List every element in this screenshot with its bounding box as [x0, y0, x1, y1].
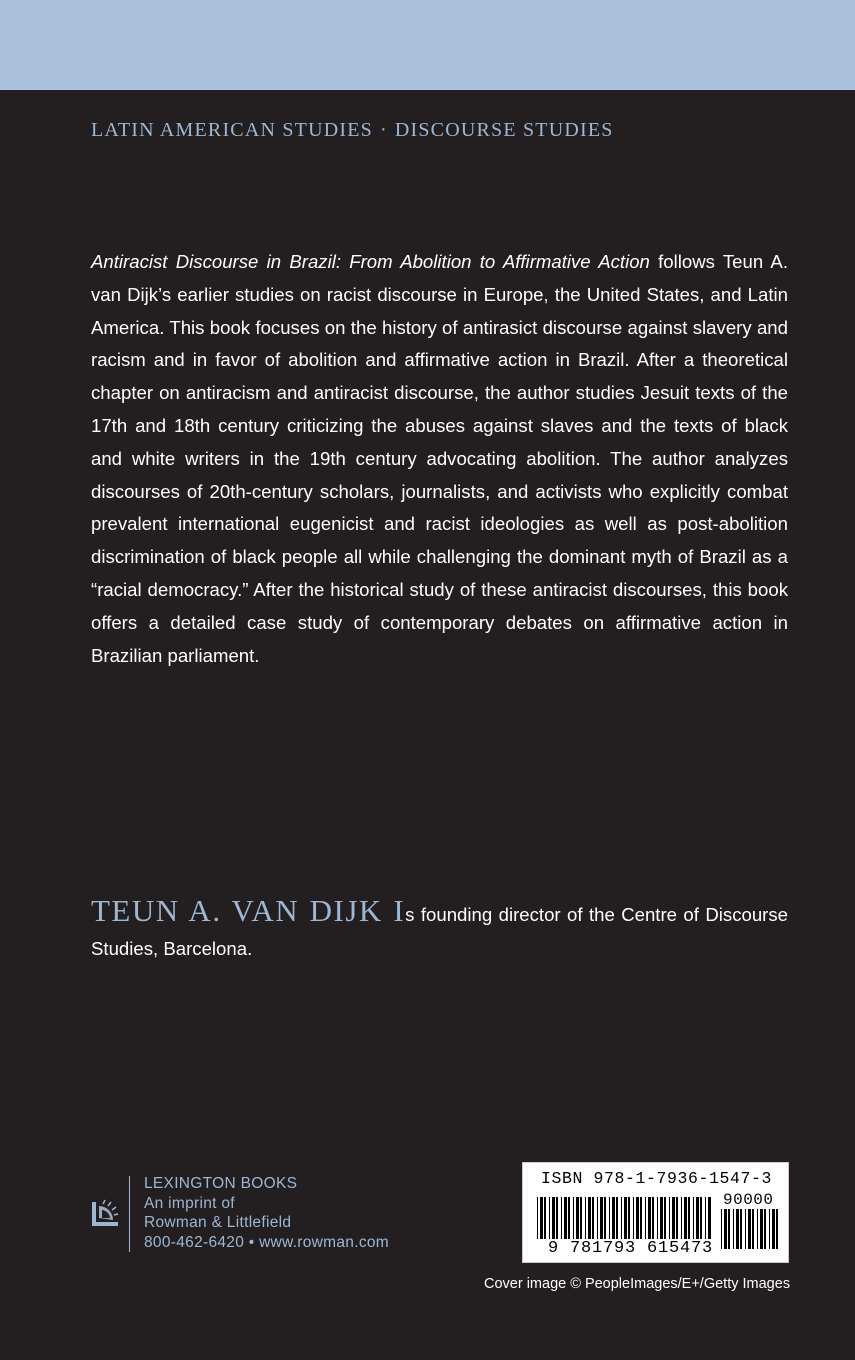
barcode-bar	[764, 1209, 766, 1249]
book-title: Antiracist Discourse in Brazil: From Abolition to Affirmative Action	[91, 251, 650, 272]
author-name: TEUN A. VAN DIJK I	[91, 893, 406, 928]
barcode-bar	[724, 1209, 727, 1249]
barcode-bar	[745, 1209, 746, 1249]
cover-image-credit: Cover image © PeopleImages/E+/Getty Images	[484, 1276, 791, 1292]
top-color-band	[0, 0, 855, 90]
publisher-text	[144, 1174, 389, 1252]
parent-publisher: Rowman & Littlefield	[144, 1214, 292, 1231]
barcode-addon-bars	[721, 1209, 781, 1249]
publisher-divider	[129, 1176, 130, 1252]
book-description	[91, 246, 788, 672]
barcode-bar	[760, 1209, 763, 1249]
series-separator: ·	[379, 119, 388, 141]
barcode-bar	[740, 1209, 742, 1249]
barcode-bar	[748, 1209, 751, 1249]
lexington-logo-icon	[90, 1198, 120, 1232]
isbn-barcode	[522, 1162, 789, 1263]
ean-digits: 9 781793 615473	[529, 1239, 713, 1258]
barcode-bar	[769, 1209, 770, 1249]
publisher-name: LEXINGTON BOOKS	[144, 1175, 298, 1192]
barcode-bar	[721, 1209, 722, 1249]
barcode-bar	[752, 1209, 754, 1249]
barcode-bar	[728, 1209, 730, 1249]
barcode-bar	[736, 1209, 739, 1249]
publisher-contact: 800-462-6420 • www.rowman.com	[144, 1233, 390, 1251]
barcode-bar	[776, 1209, 778, 1249]
series-right: DISCOURSE STUDIES	[394, 119, 614, 141]
price-code: 90000	[723, 1191, 774, 1209]
imprint-line: An imprint of	[144, 1194, 235, 1212]
series-heading	[91, 119, 614, 142]
barcode-bar	[733, 1209, 734, 1249]
series-left: LATIN AMERICAN STUDIES	[91, 119, 373, 141]
description-body: follows Teun A. van Dijk’s earlier studies on racist discourse in Europe, the United States, and Latin America. This book focuses on the history of antirasict discourse against slavery and racism and in favor of abolition and affirmative action in Brazil. After a theoretical chapter on antiracism and antiracist discourse, the author studies Jesuit texts of the 17th and 18th century criticizing the abuses against slaves and the texts of black and white writers in the 19th century advocating abolition. The author analyzes discourses of 20th-century scholars, journalists, and activists who explicitly combat prevalent international eugenicist and racist ideologies as well as post-abolition discrimination of black people all while challenging the dominant myth of Brazil as a “racial democracy.” After the historical study of these antiracist discourses, this book offers a detailed case study of contemporary debates on affirmative action in Brazilian parliament.	[91, 251, 788, 666]
bio-text: s founding director of the Centre of Discourse Studies, Barcelona.	[91, 904, 789, 959]
barcode-bar	[772, 1209, 775, 1249]
barcode-bar	[757, 1209, 758, 1249]
author-bio	[91, 894, 788, 966]
isbn-number: ISBN 978-1-7936-1547-3	[540, 1169, 773, 1188]
